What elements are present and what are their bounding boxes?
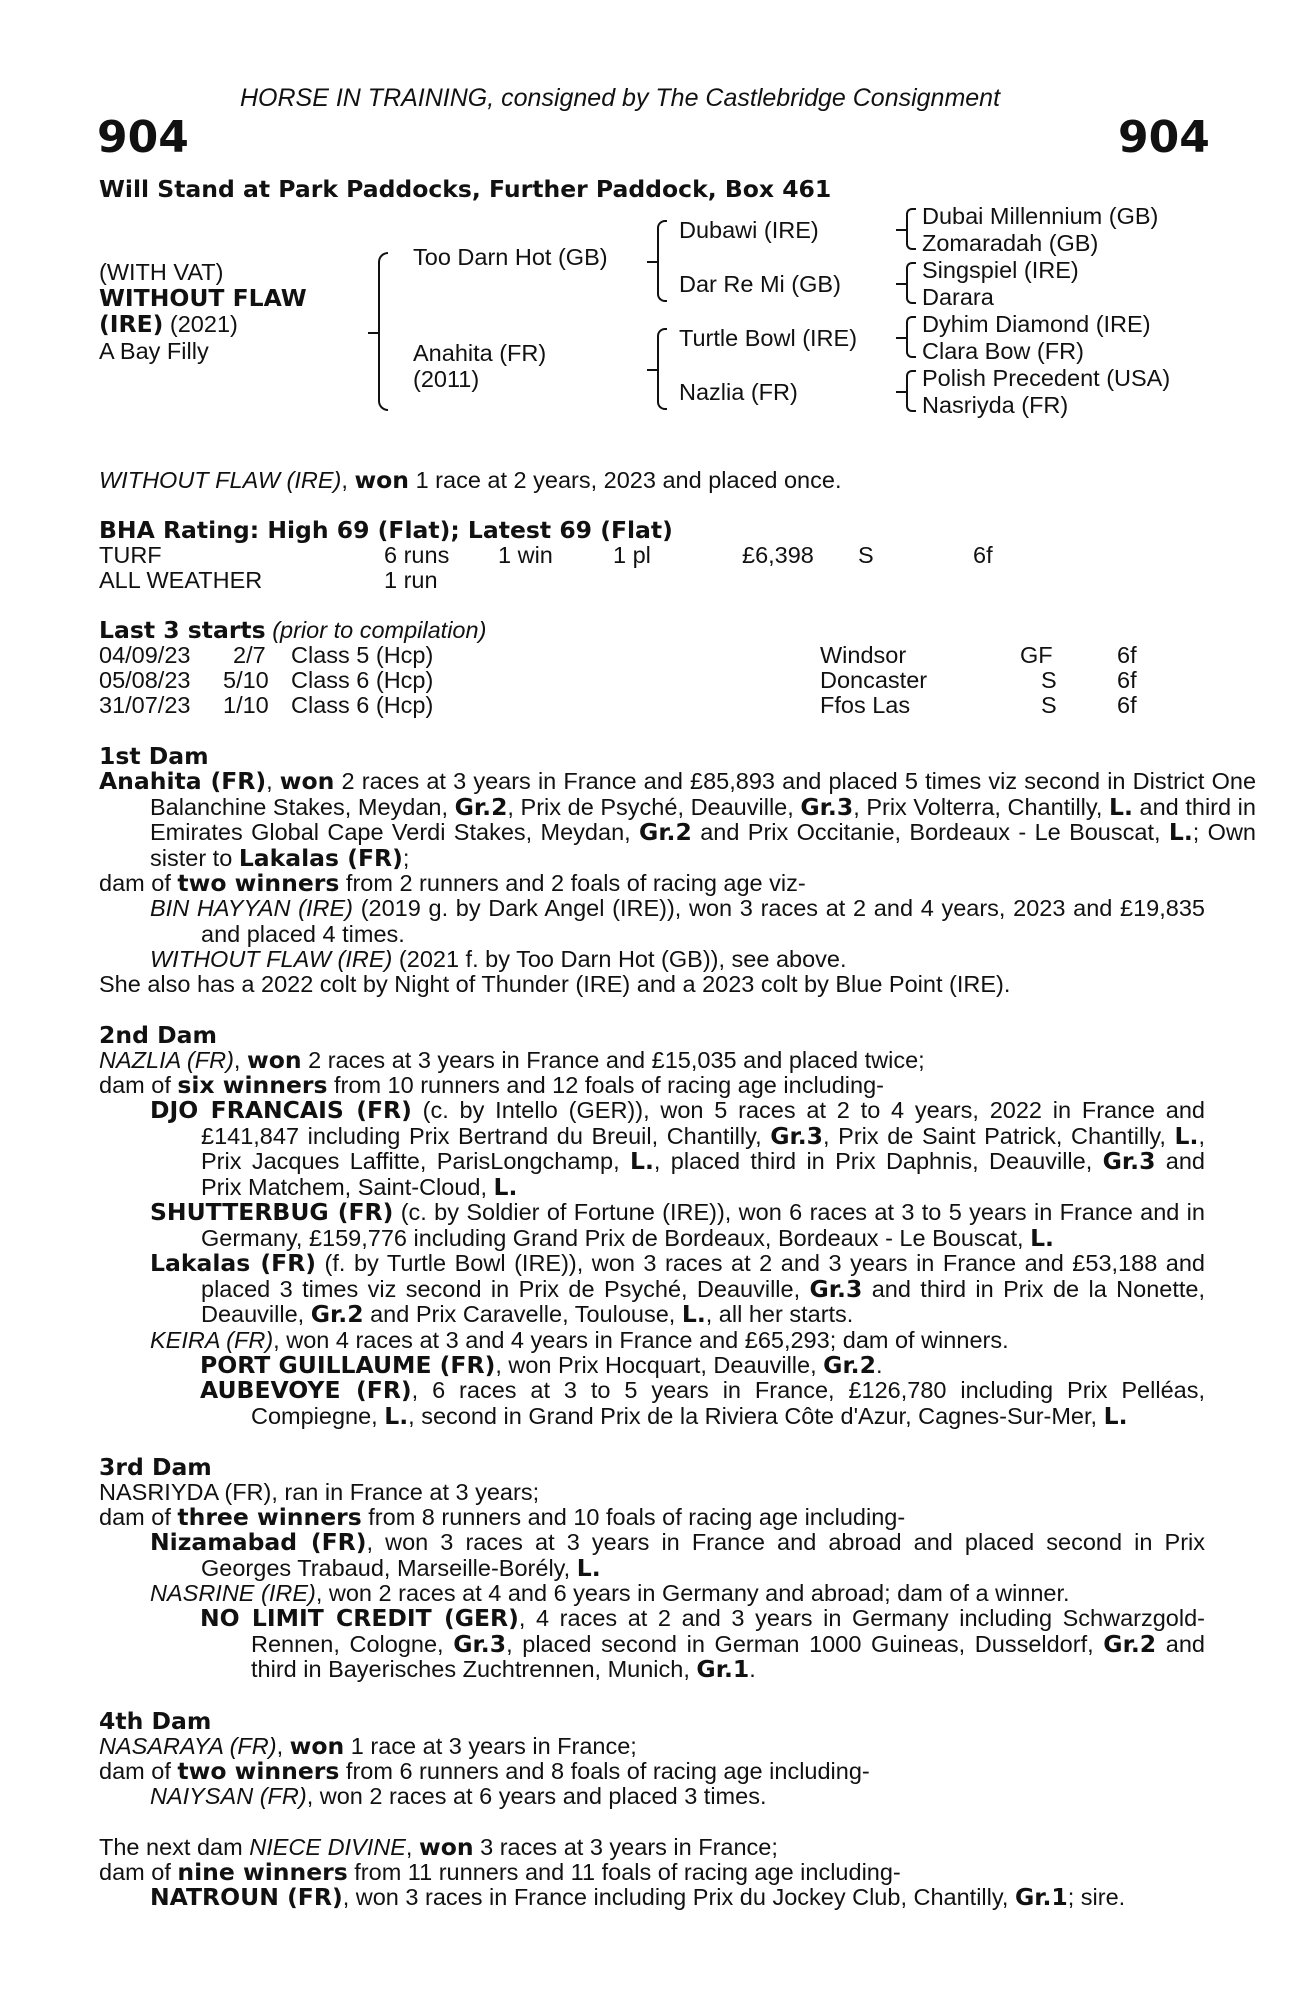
brace-gen3-3 — [906, 316, 916, 358]
brace-gen3-1 — [906, 208, 916, 250]
gen2-dam-sire: Turtle Bowl (IRE) — [679, 325, 858, 351]
brace-gen2-dam — [657, 328, 667, 410]
vat-note: (WITH VAT) — [99, 259, 224, 285]
dam3-record: NASRIYDA (FR), ran in France at 3 years; — [99, 1479, 540, 1505]
gen2-sire-dam: Dar Re Mi (GB) — [679, 271, 841, 297]
gen3-2: Zomaradah (GB) — [922, 230, 1099, 256]
dam2-foal-djo-francais: DJO FRANCAIS (FR) (c. by Intello (GER)), won 5 races at 2 to 4 years, 2022 in France and £141,847 including Prix Bertrand du Breuil, Chantilly, Gr.3, Prix de Saint Patrick, Chantilly, L., Prix Jacques Laffitte, ParisLongchamp, L., placed third in Prix Daphnis, Deauville, Gr.3 and Prix Matchem, Saint-Cloud, L. — [150, 1096, 1206, 1201]
dam2-foal-keira: KEIRA (FR), won 4 races at 3 and 4 years in France and £65,293; dam of winners. — [150, 1327, 1009, 1353]
gen2-dam-dam: Nazlia (FR) — [679, 379, 798, 405]
dam2-record: NAZLIA (FR), won 2 races at 3 years in France and £15,035 and placed twice; — [99, 1046, 925, 1074]
next-dam-foal-natroun: NATROUN (FR), won 3 races in France including Prix du Jockey Club, Chantilly, Gr.1; sire. — [150, 1883, 1126, 1911]
horse-name: WITHOUT FLAW — [99, 284, 307, 312]
race-summary: WITHOUT FLAW (IRE), won 1 race at 2 years, 2023 and placed once. — [99, 466, 842, 494]
gen3-7: Polish Precedent (USA) — [922, 365, 1171, 391]
dam3-produce: dam of three winners from 8 runners and 10 foals of racing age including- — [99, 1503, 906, 1531]
horse-description: A Bay Filly — [99, 338, 209, 364]
horse-country: (IRE) — [99, 310, 164, 338]
dam-name: Anahita (FR) — [413, 340, 547, 366]
dam1-young-stock: She also has a 2022 colt by Night of Thunder (IRE) and a 2023 colt by Blue Point (IRE). — [99, 971, 1011, 997]
dam1-produce: dam of two winners from 2 runners and 2 foals of racing age viz- — [99, 869, 806, 897]
gen3-6: Clara Bow (FR) — [922, 338, 1084, 364]
dam4-foal-naiysan: NAIYSAN (FR), won 2 races at 6 years and placed 3 times. — [150, 1783, 767, 1809]
sire-name: Too Darn Hot (GB) — [413, 244, 608, 270]
dam1-record: Anahita (FR), won 2 races at 3 years in France and £85,893 and placed 5 times viz second in District One Balanchine Stakes, Meydan, Gr.2, Prix de Psyché, Deauville, Gr.3, Prix Volterra, Chantilly, L. and third in Emirates Global Cape Verdi Stakes, Meydan, Gr.2 and Prix Occitanie, Bordeaux - Le Bouscat, L.; Own sister to Lakalas (FR); — [99, 767, 1257, 872]
bha-rating-heading: BHA Rating: High 69 (Flat); Latest 69 (Flat) — [99, 516, 673, 544]
horse-name-suffix — [99, 312, 238, 338]
brace-gen1 — [378, 252, 388, 411]
dam4-heading: 4th Dam — [99, 1707, 212, 1735]
gen3-8: Nasriyda (FR) — [922, 392, 1069, 418]
dam2-heading: 2nd Dam — [99, 1021, 217, 1049]
dam2-foal-lakalas: Lakalas (FR) (f. by Turtle Bowl (IRE)), won 3 races at 2 and 3 years in France and £53,188 and placed 3 times viz second in Prix de Psyché, Deauville, Gr.3 and third in Prix de la Nonette, Deauville, Gr.2 and Prix Caravelle, Toulouse, L., all her starts. — [150, 1249, 1205, 1329]
dam3-foal-nasrine: NASRINE (IRE), won 2 races at 4 and 6 years in Germany and abroad; dam of a winner. — [150, 1580, 1070, 1606]
dam2-grandfoal-port-guillaume: PORT GUILLAUME (FR), won Prix Hocquart, Deauville, Gr.2. — [200, 1351, 883, 1379]
horse-year: (2021) — [169, 311, 238, 337]
brace-gen2-sire — [657, 220, 667, 302]
brace-gen3-4 — [906, 370, 916, 412]
summary-horse-name: WITHOUT FLAW (IRE) — [99, 467, 342, 493]
gen3-5: Dyhim Diamond (IRE) — [922, 311, 1151, 337]
gen3-4: Darara — [922, 284, 994, 310]
dam1-foal-bin-hayyan: BIN HAYYAN (IRE) (2019 g. by Dark Angel (IRE)), won 3 races at 2 and 4 years, 2023 and £19,835 and placed 4 times. — [150, 895, 1205, 947]
dam-year: (2011) — [413, 366, 480, 392]
lot-number-left: 904 — [97, 112, 189, 163]
last-starts-heading: Last 3 starts (prior to compilation) — [99, 616, 487, 644]
stable-location: Will Stand at Park Paddocks, Further Paddock, Box 461 — [99, 175, 832, 203]
consignment-line: HORSE IN TRAINING, consigned by The Castlebridge Consignment — [240, 84, 1001, 112]
gen2-sire-sire: Dubawi (IRE) — [679, 217, 819, 243]
dam2-produce: dam of six winners from 10 runners and 12 foals of racing age including- — [99, 1071, 884, 1099]
dam3-grandfoal-no-limit-credit: NO LIMIT CREDIT (GER), 4 races at 2 and 3 years in Germany including Schwarzgold-Rennen, Cologne, Gr.3, placed second in German 1000 Guineas, Dusseldorf, Gr.2 and third in Bayerisches Zuchtrennen, Munich, Gr.1. — [200, 1604, 1205, 1684]
dam2-grandfoal-aubevoye: AUBEVOYE (FR), 6 races at 3 to 5 years in France, £126,780 including Prix Pelléas, Compiegne, L., second in Grand Prix de la Riviera Côte d'Azur, Cagnes-Sur-Mer, L. — [200, 1376, 1205, 1430]
dam4-produce: dam of two winners from 6 runners and 8 foals of racing age including- — [99, 1757, 870, 1785]
dam3-heading: 3rd Dam — [99, 1453, 212, 1481]
lot-number-right: 904 — [1118, 112, 1210, 163]
dam1-foal-without-flaw: WITHOUT FLAW (IRE) (2021 f. by Too Darn Hot (GB)), see above. — [150, 946, 847, 972]
brace-gen3-2 — [906, 262, 916, 304]
gen3-3: Singspiel (IRE) — [922, 257, 1079, 283]
next-dam-produce: dam of nine winners from 11 runners and 11 foals of racing age including- — [99, 1858, 901, 1886]
dam1-heading: 1st Dam — [99, 742, 209, 770]
gen3-1: Dubai Millennium (GB) — [922, 203, 1159, 229]
next-dam-record: The next dam NIECE DIVINE, won 3 races at 3 years in France; — [99, 1833, 778, 1861]
dam3-foal-nizamabad: Nizamabad (FR), won 3 races at 3 years in France and abroad and placed second in Prix Georges Trabaud, Marseille-Borély, L. — [150, 1528, 1205, 1582]
dam2-foal-shutterbug: SHUTTERBUG (FR) (c. by Soldier of Fortune (IRE)), won 6 races at 3 to 5 years in France and in Germany, £159,776 including Grand Prix de Bordeaux, Bordeaux - Le Bouscat, L. — [150, 1198, 1205, 1252]
dam4-record: NASARAYA (FR), won 1 race at 3 years in France; — [99, 1732, 637, 1760]
